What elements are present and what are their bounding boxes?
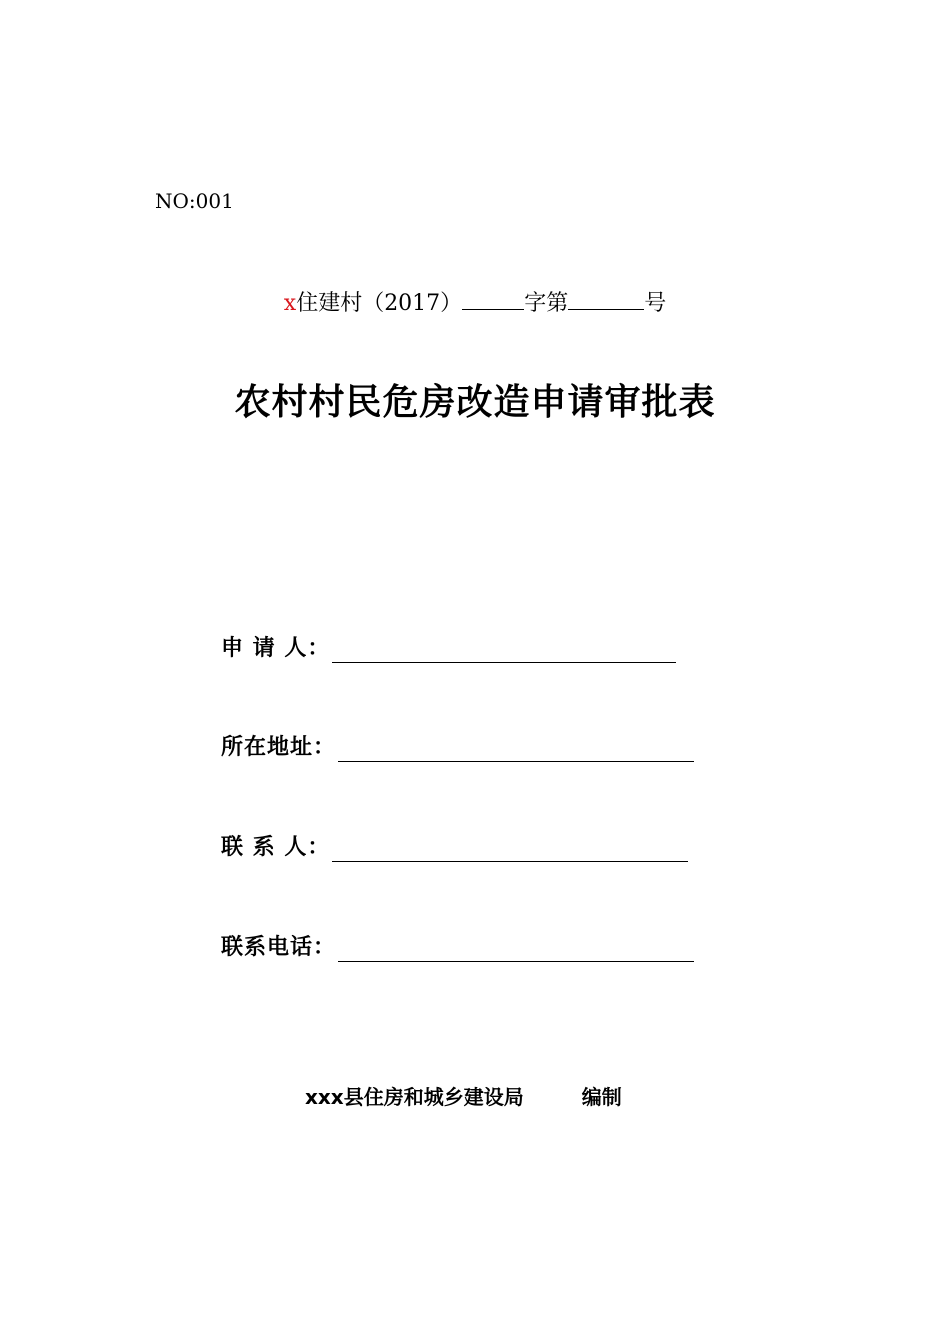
contact-person-label: 联 系 人： [221,835,331,860]
reference-part-3: 号 [644,291,667,316]
applicant-label: 申 请 人： [221,636,331,661]
reference-part-2: 字第 [524,291,569,316]
reference-blank-2 [568,287,644,310]
reference-blank-1 [462,287,524,310]
issuer-suffix: 编制 [581,1085,622,1109]
reference-prefix: x [283,291,297,316]
contact-phone-field [221,932,694,962]
page-title: 农村村民危房改造申请审批表 [234,382,716,423]
applicant-input[interactable] [332,638,676,663]
document-number: NO:001 [155,189,234,213]
reference-part-1: 住建村（2017） [296,291,463,316]
applicant-field [221,633,676,663]
contact-person-field [221,832,688,862]
contact-phone-label: 联系电话： [221,935,337,960]
reference-number-line [0,287,950,319]
issuer-name: xxx县住房和城乡建设局 [305,1085,524,1109]
issuer-footer [305,1083,622,1111]
address-input[interactable] [338,737,694,762]
address-label: 所在地址： [221,735,337,760]
contact-person-input[interactable] [332,837,688,862]
address-field [221,732,694,762]
contact-phone-input[interactable] [338,937,694,962]
